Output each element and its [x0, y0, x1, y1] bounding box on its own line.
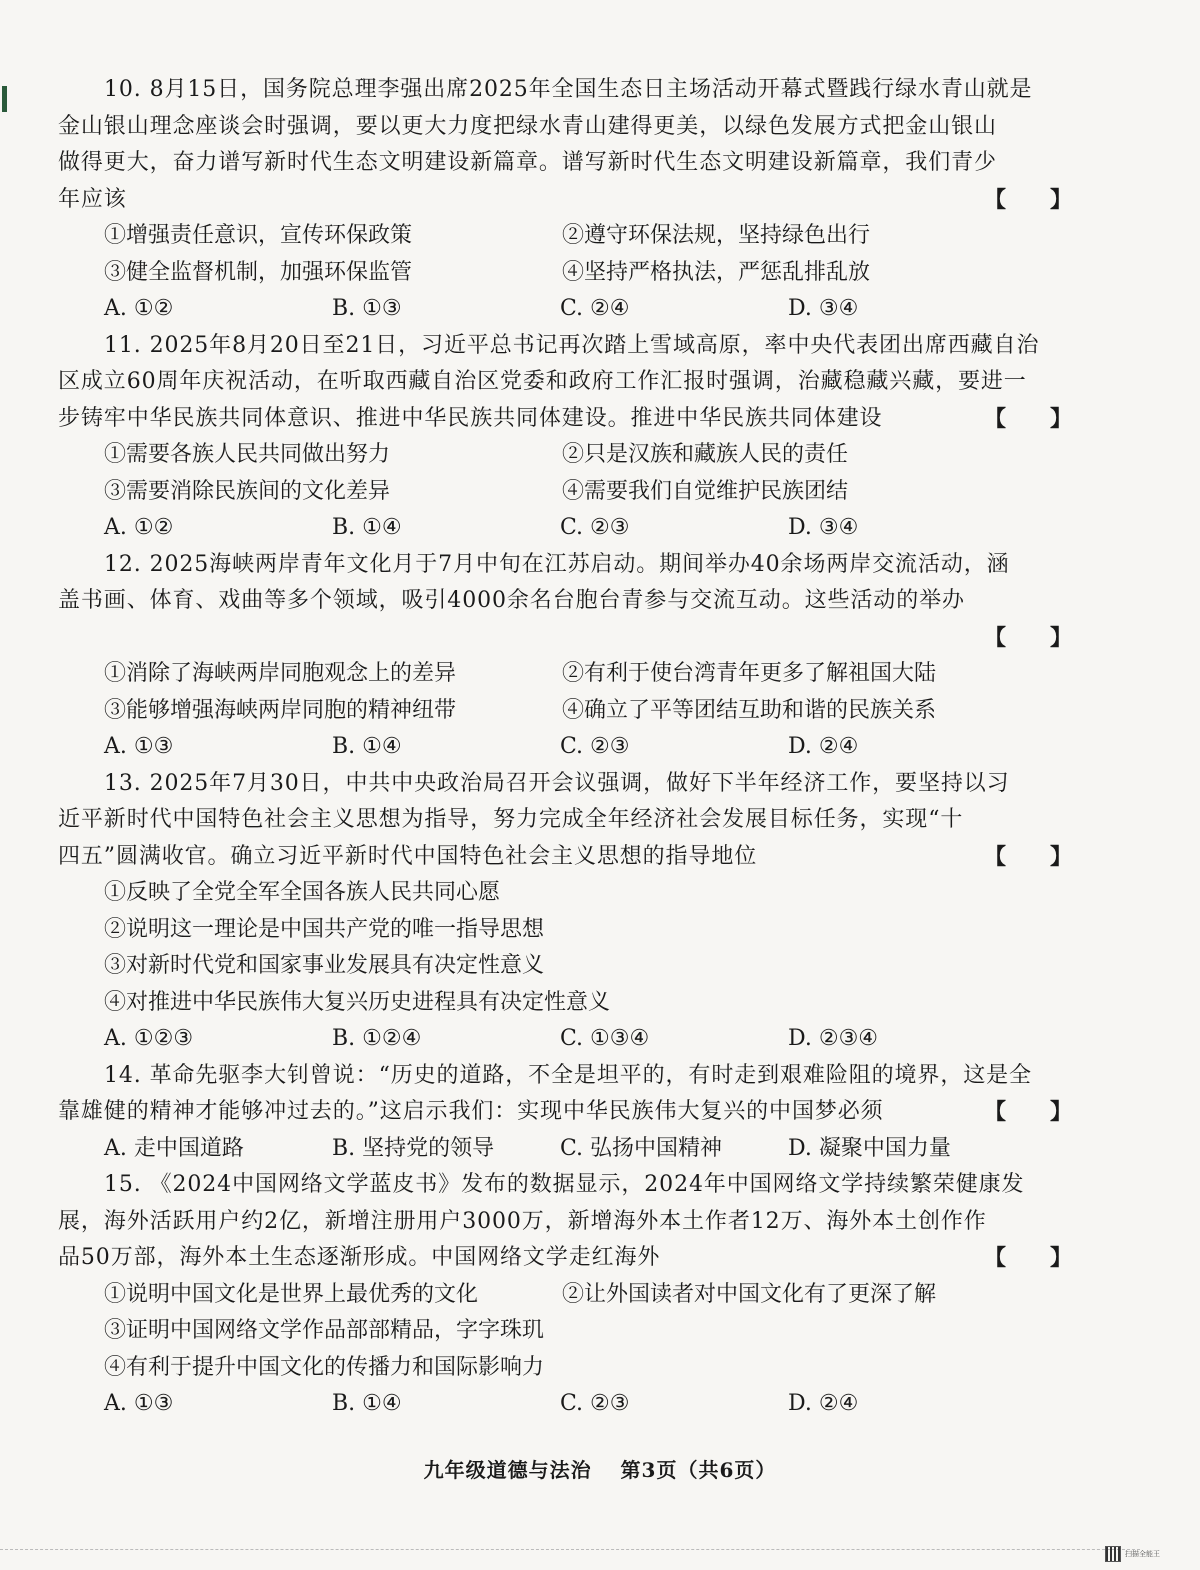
question-stem-text: 品50万部，海外本土生态逐渐形成。中国网络文学走红海外: [58, 1245, 661, 1270]
question-list: [58, 72, 1076, 1423]
option-4: ④坚持严格执法，严惩乱排乱放: [562, 259, 871, 285]
answer-bracket[interactable]: 【 】: [983, 843, 1072, 870]
question-stem-line: 金山银山理念座谈会时强调，要以更大力度把绿水青山建得更美，以绿色发展方式把金山银山: [58, 113, 997, 139]
option-2: ②有利于使台湾青年更多了解祖国大陆: [562, 661, 937, 686]
scanner-watermark: [1105, 1546, 1160, 1562]
question-15: [58, 1167, 1076, 1423]
choice-row: [58, 1131, 1076, 1168]
choice-d[interactable]: D. ③④: [788, 515, 859, 540]
choice-row: [58, 510, 1076, 547]
option-1: ①消除了海峡两岸同胞观念上的差异: [104, 661, 457, 686]
choice-row: [58, 729, 1076, 766]
choice-a[interactable]: A. ①③: [104, 734, 174, 759]
choice-d[interactable]: D. ②④: [788, 1391, 859, 1416]
choice-row: [58, 291, 1076, 328]
question-stem-line: 14. 革命先驱李大钊曾说：“历史的道路，不全是坦平的，有时走到艰难险阻的境界，这是全: [104, 1062, 1032, 1088]
scan-edge-line: [0, 1549, 1140, 1550]
answer-bracket[interactable]: 【 】: [983, 405, 1072, 432]
option-3: ③需要消除民族间的文化差异: [104, 478, 391, 504]
question-stem-line: [58, 182, 1076, 219]
qr-code-icon: [1105, 1546, 1121, 1562]
choice-a[interactable]: A. ①②: [104, 515, 174, 540]
question-stem-line: 12. 2025海峡两岸青年文化月于7月中旬在江苏启动。期间举办40余场两岸交流活动，涵: [104, 551, 1010, 577]
option-1: ①反映了全党全军全国各族人民共同心愿: [104, 880, 501, 905]
choice-d[interactable]: D. ②④: [788, 734, 859, 759]
option-row: [58, 218, 1076, 255]
option-4: ④有利于提升中国文化的传播力和国际影响力: [104, 1354, 545, 1380]
option-2: ②只是汉族和藏族人民的责任: [562, 442, 849, 467]
choice-a[interactable]: A. ①②: [104, 296, 174, 321]
choice-a[interactable]: A. 走中国道路: [104, 1135, 244, 1161]
option-1: ①说明中国文化是世界上最优秀的文化: [104, 1281, 479, 1307]
option-2: ②说明这一理论是中国共产党的唯一指导思想: [104, 916, 545, 942]
choice-c[interactable]: C. ②③: [560, 1391, 630, 1416]
answer-bracket[interactable]: 【 】: [983, 1099, 1072, 1125]
choice-b[interactable]: B. ①②④: [332, 1026, 422, 1051]
question-14: [58, 1058, 1076, 1168]
choice-d[interactable]: D. ③④: [788, 296, 859, 321]
question-stem-line: 近平新时代中国特色社会主义思想为指导，努力完成全年经济社会发展目标任务，实现“十: [58, 807, 964, 832]
choice-a[interactable]: A. ①②③: [104, 1026, 194, 1051]
question-stem-line: [58, 839, 1076, 876]
option-3: ③对新时代党和国家事业发展具有决定性意义: [104, 953, 545, 978]
option-3: ③能够增强海峡两岸同胞的精神纽带: [104, 697, 457, 723]
question-stem-line: [58, 1094, 1076, 1131]
answer-bracket[interactable]: 【 】: [983, 186, 1072, 213]
choice-row: [58, 1386, 1076, 1423]
question-stem-line: 13. 2025年7月30日，中共中央政治局召开会议强调，做好下半年经济工作，要坚持以习: [104, 770, 1010, 796]
choice-c[interactable]: C. ②③: [560, 734, 630, 759]
question-stem-line: [58, 620, 1076, 657]
choice-d[interactable]: D. 凝聚中国力量: [788, 1135, 951, 1161]
question-12: [58, 547, 1076, 766]
question-stem-line: [58, 401, 1076, 438]
option-4: ④需要我们自觉维护民族团结: [562, 478, 849, 504]
question-stem-line: [58, 1240, 1076, 1277]
choice-c[interactable]: C. 弘扬中国精神: [560, 1135, 723, 1161]
question-stem-line: 做得更大，奋力谱写新时代生态文明建设新篇章。谱写新时代生态文明建设新篇章，我们青少: [58, 150, 997, 175]
option-3: ③证明中国网络文学作品部部精品，字字珠玑: [104, 1318, 545, 1343]
option-row: [58, 437, 1076, 474]
question-stem-line: 11. 2025年8月20日至21日，习近平总书记再次踏上雪域高原，率中央代表团出席西藏自治: [104, 332, 1040, 358]
choice-c[interactable]: C. ①③④: [560, 1026, 650, 1051]
option-3: ③健全监督机制，加强环保监管: [104, 259, 413, 285]
watermark-text: 扫描全能王: [1125, 1550, 1160, 1558]
choice-b[interactable]: B. 坚持党的领导: [332, 1135, 495, 1161]
question-stem-line: 盖书画、体育、戏曲等多个领域，吸引4000余名台胞台青参与交流互动。这些活动的举办: [58, 588, 965, 613]
choice-b[interactable]: B. ①④: [332, 515, 402, 540]
option-row: [58, 1277, 1076, 1314]
question-10: [58, 72, 1076, 328]
question-stem-line: 区成立60周年庆祝活动，在听取西藏自治区党委和政府工作汇报时强调，治藏稳藏兴藏，要进一: [58, 369, 1027, 394]
choice-d[interactable]: D. ②③④: [788, 1026, 879, 1051]
choice-row: [58, 1021, 1076, 1058]
choice-b[interactable]: B. ①④: [332, 1391, 402, 1416]
option-2: ②让外国读者对中国文化有了更深了解: [562, 1281, 937, 1307]
choice-c[interactable]: C. ②④: [560, 296, 630, 321]
option-row: [58, 656, 1076, 693]
option-1: ①增强责任意识，宣传环保政策: [104, 223, 413, 248]
answer-bracket[interactable]: 【 】: [983, 624, 1072, 651]
choice-a[interactable]: A. ①③: [104, 1391, 174, 1416]
option-row: [58, 255, 1076, 292]
choice-b[interactable]: B. ①④: [332, 734, 402, 759]
question-13: [58, 766, 1076, 1058]
option-4: ④确立了平等团结互助和谐的民族关系: [562, 697, 937, 723]
question-stem-line: 10. 8月15日，国务院总理李强出席2025年全国生态日主场活动开幕式暨践行绿水青山就是: [104, 77, 1033, 102]
question-stem-text: 靠雄健的精神才能够冲过去的。”这启示我们：实现中华民族伟大复兴的中国梦必须: [58, 1099, 884, 1124]
question-stem-text: 步铸牢中华民族共同体意识、推进中华民族共同体建设。推进中华民族共同体建设: [58, 405, 883, 431]
question-stem-text: 四五”圆满收官。确立习近平新时代中国特色社会主义思想的指导地位: [58, 843, 758, 869]
option-row: [58, 474, 1076, 511]
question-stem-text: 年应该: [58, 186, 127, 212]
option-4: ④对推进中华民族伟大复兴历史进程具有决定性意义: [104, 989, 611, 1015]
page-footer: 九年级道德与法治 第3页（共6页）: [423, 1458, 777, 1482]
option-row: [58, 693, 1076, 730]
question-stem-line: 展，海外活跃用户约2亿，新增注册用户3000万，新增海外本土作者12万、海外本土创作作: [58, 1208, 987, 1234]
option-1: ①需要各族人民共同做出努力: [104, 442, 391, 467]
question-11: [58, 328, 1076, 547]
question-stem-line: 15. 《2024中国网络文学蓝皮书》发布的数据显示，2024年中国网络文学持续繁荣健康发: [104, 1172, 1025, 1197]
scan-edge-mark: [2, 86, 7, 112]
choice-c[interactable]: C. ②③: [560, 515, 630, 540]
answer-bracket[interactable]: 【 】: [983, 1245, 1072, 1271]
choice-b[interactable]: B. ①③: [332, 296, 402, 321]
option-2: ②遵守环保法规，坚持绿色出行: [562, 223, 871, 248]
